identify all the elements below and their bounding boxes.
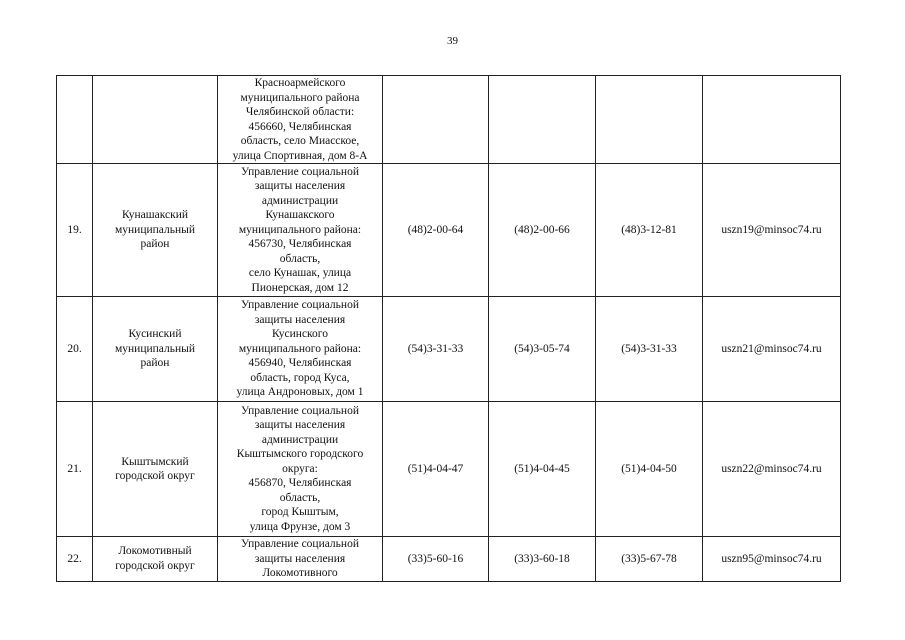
address-line: Локомотивного [262,567,338,579]
phone-cell [489,76,596,164]
address-cell [218,164,383,297]
fax-cell [596,76,703,164]
phone-cell: (48)2-00-64 [383,164,489,297]
address-line: округа: [282,462,318,475]
address-line: муниципального района: [238,223,362,236]
district-line: муниципальный [114,342,196,355]
address-line: 456730, Челябинская [248,238,352,251]
phone-cell [383,76,489,164]
table-row [57,537,841,582]
district-cell [93,402,218,537]
district-cell [93,537,218,582]
fax-cell: (33)5-67-78 [596,537,703,582]
address-cell [218,297,383,402]
address-line: 456870, Челябинская [248,477,352,490]
address-cell [218,402,383,537]
address-line: область, город Куса, [250,371,350,384]
address-line: область, село Миасское, [240,135,360,147]
address-line: Кыштымского городского [236,448,364,461]
email-cell: uszn22@minsoc74.ru [703,402,841,537]
district-line: Кыштымский [121,455,189,468]
row-number: 22. [57,537,93,582]
district-line: городской округ [115,470,195,482]
table-row [57,402,841,537]
district-line: Кусинский [128,328,182,341]
address-line: защиты населения [254,419,346,432]
row-number: 20. [57,297,93,402]
district-cell [93,164,218,297]
address-line: улица Спортивная, дом 8-А [232,149,368,162]
address-line: Челябинской области: [245,106,355,118]
page-number: 39 [447,35,458,47]
district-line: Кунашакский [121,209,189,222]
email-cell: uszn21@minsoc74.ru [703,297,841,402]
row-number [57,76,93,164]
address-line: область, [279,491,321,504]
address-cell [218,537,383,582]
address-line: Пионерская, дом 12 [251,281,349,294]
district-cell [93,297,218,402]
address-line: область, [279,252,321,265]
address-line: 456940, Челябинская [248,357,352,370]
address-line: Управление социальной [241,538,359,550]
social-protection-table [56,75,841,582]
address-line: администрации [261,433,339,446]
phone-cell: (48)2-00-66 [489,164,596,297]
district-line: городской округ [115,559,195,572]
address-line: Красноармейского [254,77,346,89]
address-line: город Кыштым, [261,506,339,519]
address-line: Управление социальной [241,404,359,417]
district-line: район [140,238,170,251]
address-line: улица Андроновых, дом 1 [236,386,364,399]
address-line: Управление социальной [241,165,359,178]
table-row [57,297,841,402]
email-cell: uszn95@minsoc74.ru [703,537,841,582]
table-row [57,76,841,164]
address-line: защиты населения [254,313,346,326]
address-cell [218,76,383,164]
phone-cell: (54)3-05-74 [489,297,596,402]
fax-cell: (48)3-12-81 [596,164,703,297]
address-line: администрации [261,194,339,207]
row-number: 21. [57,402,93,537]
phone-cell: (51)4-04-45 [489,402,596,537]
district-line: район [140,357,170,370]
fax-cell: (51)4-04-50 [596,402,703,537]
address-line: муниципального района [240,91,360,104]
phone-cell: (51)4-04-47 [383,402,489,537]
email-cell [703,76,841,164]
fax-cell: (54)3-31-33 [596,297,703,402]
district-cell [93,76,218,164]
row-number: 19. [57,164,93,297]
address-line: село Кунашак, улица [248,267,352,280]
phone-cell: (54)3-31-33 [383,297,489,402]
address-line: муниципального района: [238,342,362,355]
phone-cell: (33)3-60-18 [489,537,596,582]
table-row [57,164,841,297]
address-line: защиты населения [254,552,346,565]
phone-cell: (33)5-60-16 [383,537,489,582]
address-line: Управление социальной [241,299,359,312]
district-line: муниципальный [114,223,196,236]
address-line: улица Фрунзе, дом 3 [249,520,351,533]
district-line: Локомотивный [118,545,192,558]
address-line: защиты населения [254,180,346,193]
email-cell: uszn19@minsoc74.ru [703,164,841,297]
address-line: Кунашакского [265,209,335,222]
address-line: Кусинского [271,328,328,341]
address-line: 456660, Челябинская [248,120,352,133]
